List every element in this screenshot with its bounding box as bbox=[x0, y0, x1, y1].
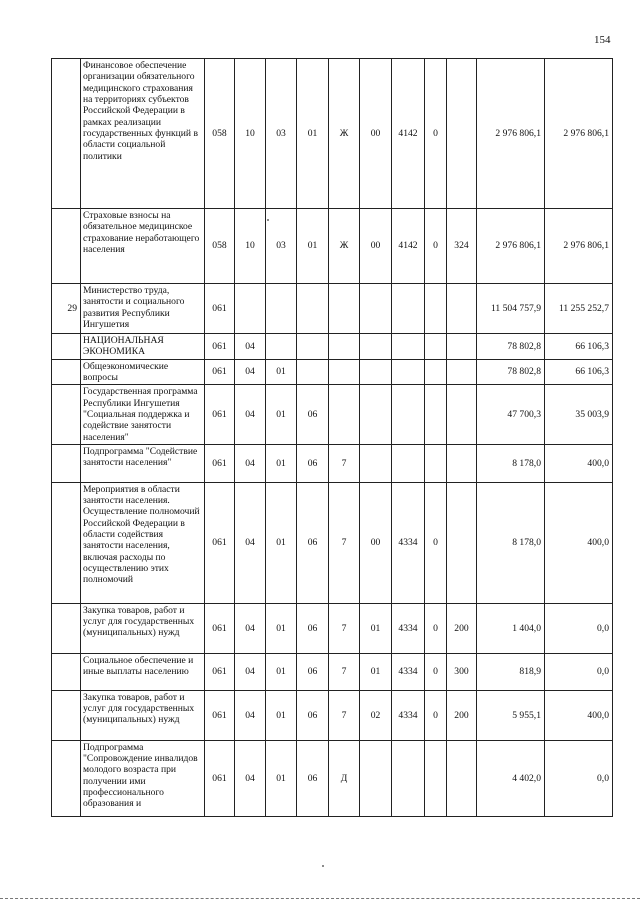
code-admin-cell: 058 bbox=[205, 209, 235, 284]
code-admin-cell: 061 bbox=[205, 334, 235, 360]
code-subprogram-cell: 7 bbox=[329, 444, 360, 482]
code-admin-cell: 058 bbox=[205, 59, 235, 209]
name-cell: Общеэкономические вопросы bbox=[81, 359, 205, 385]
code-extra-cell: 0 bbox=[425, 690, 447, 740]
amount-second-cell: 66 106,3 bbox=[545, 334, 613, 360]
code-program-cell: 01 bbox=[297, 209, 329, 284]
code-subprogram-cell bbox=[329, 385, 360, 445]
amount-second-cell: 400,0 bbox=[545, 690, 613, 740]
code-event-cell: 01 bbox=[360, 653, 392, 690]
amount-second-cell: 2 976 806,1 bbox=[545, 209, 613, 284]
amount-second-cell: 11 255 252,7 bbox=[545, 284, 613, 334]
table-row bbox=[52, 444, 613, 482]
amount-second-cell: 66 106,3 bbox=[545, 359, 613, 385]
code-extra-cell: 0 bbox=[425, 653, 447, 690]
code-program-cell bbox=[297, 359, 329, 385]
name-cell: Государственная программа Республики Ингушетия "Социальная поддержка и содействие занятости населения" bbox=[81, 385, 205, 445]
code-section-cell: 04 bbox=[235, 690, 266, 740]
code-expense-type-cell bbox=[447, 444, 477, 482]
code-event-cell bbox=[360, 385, 392, 445]
code-subprogram-cell: Ж bbox=[329, 209, 360, 284]
name-cell: НАЦИОНАЛЬНАЯ ЭКОНОМИКА bbox=[81, 334, 205, 360]
code-program-cell: 06 bbox=[297, 603, 329, 653]
code-event-cell: 00 bbox=[360, 59, 392, 209]
amount-second-cell: 0,0 bbox=[545, 653, 613, 690]
name-cell: Социальное обеспечение и иные выплаты населению bbox=[81, 653, 205, 690]
code-admin-cell: 061 bbox=[205, 482, 235, 603]
code-program-cell: 06 bbox=[297, 690, 329, 740]
code-event-cell bbox=[360, 359, 392, 385]
num-cell bbox=[52, 334, 81, 360]
code-subprogram-cell bbox=[329, 359, 360, 385]
code-section-cell: 04 bbox=[235, 444, 266, 482]
scan-speck bbox=[267, 219, 269, 221]
code-direction-cell bbox=[392, 385, 425, 445]
code-expense-type-cell: 200 bbox=[447, 690, 477, 740]
code-section-cell: 04 bbox=[235, 334, 266, 360]
code-direction-cell: 4334 bbox=[392, 653, 425, 690]
code-subprogram-cell bbox=[329, 334, 360, 360]
amount-first-cell: 5 955,1 bbox=[477, 690, 545, 740]
code-event-cell: 01 bbox=[360, 603, 392, 653]
amount-first-cell: 11 504 757,9 bbox=[477, 284, 545, 334]
code-program-cell bbox=[297, 334, 329, 360]
code-subsection-cell: 03 bbox=[266, 59, 297, 209]
code-extra-cell: 0 bbox=[425, 209, 447, 284]
num-cell bbox=[52, 385, 81, 445]
num-cell bbox=[52, 690, 81, 740]
code-subprogram-cell: 7 bbox=[329, 603, 360, 653]
code-event-cell bbox=[360, 444, 392, 482]
code-subsection-cell: 01 bbox=[266, 690, 297, 740]
code-extra-cell bbox=[425, 740, 447, 816]
amount-second-cell: 0,0 bbox=[545, 740, 613, 816]
code-section-cell: 04 bbox=[235, 603, 266, 653]
code-direction-cell bbox=[392, 284, 425, 334]
code-subprogram-cell: Ж bbox=[329, 59, 360, 209]
code-program-cell: 06 bbox=[297, 740, 329, 816]
code-subprogram-cell: 7 bbox=[329, 653, 360, 690]
amount-second-cell: 2 976 806,1 bbox=[545, 59, 613, 209]
code-subsection-cell bbox=[266, 284, 297, 334]
code-extra-cell bbox=[425, 444, 447, 482]
amount-first-cell: 78 802,8 bbox=[477, 334, 545, 360]
code-subprogram-cell: Д bbox=[329, 740, 360, 816]
code-event-cell bbox=[360, 740, 392, 816]
code-subsection-cell: 03 bbox=[266, 209, 297, 284]
code-direction-cell bbox=[392, 740, 425, 816]
code-section-cell: 04 bbox=[235, 740, 266, 816]
amount-first-cell: 8 178,0 bbox=[477, 444, 545, 482]
num-cell bbox=[52, 653, 81, 690]
code-subsection-cell: 01 bbox=[266, 444, 297, 482]
code-expense-type-cell: 324 bbox=[447, 209, 477, 284]
num-cell bbox=[52, 359, 81, 385]
code-subprogram-cell: 7 bbox=[329, 482, 360, 603]
code-admin-cell: 061 bbox=[205, 603, 235, 653]
table-row bbox=[52, 59, 613, 209]
amount-first-cell: 78 802,8 bbox=[477, 359, 545, 385]
code-program-cell: 06 bbox=[297, 444, 329, 482]
code-direction-cell: 4334 bbox=[392, 482, 425, 603]
amount-first-cell: 4 402,0 bbox=[477, 740, 545, 816]
amount-first-cell: 818,9 bbox=[477, 653, 545, 690]
name-cell: Закупка товаров, работ и услуг для государственных (муниципальных) нужд bbox=[81, 690, 205, 740]
code-event-cell: 02 bbox=[360, 690, 392, 740]
code-program-cell bbox=[297, 284, 329, 334]
code-expense-type-cell bbox=[447, 359, 477, 385]
table-row bbox=[52, 690, 613, 740]
code-expense-type-cell bbox=[447, 482, 477, 603]
code-program-cell: 06 bbox=[297, 482, 329, 603]
name-cell: Закупка товаров, работ и услуг для государственных (муниципальных) нужд bbox=[81, 603, 205, 653]
name-cell: Мероприятия в области занятости населения. Осуществление полномочий Российской Федерации в области содействия занятости населения, включая расходы по осуществлению этих полномочий bbox=[81, 482, 205, 603]
table-row bbox=[52, 653, 613, 690]
code-extra-cell bbox=[425, 334, 447, 360]
name-cell: Финансовое обеспечение организации обязательного медицинского страхования на территориях субъектов Российской Федерации в рамках реализации государственных функций в области социальной политики bbox=[81, 59, 205, 209]
code-event-cell bbox=[360, 284, 392, 334]
name-cell: Министерство труда, занятости и социального развития Республики Ингушетия bbox=[81, 284, 205, 334]
code-event-cell bbox=[360, 334, 392, 360]
code-subsection-cell: 01 bbox=[266, 385, 297, 445]
budget-table bbox=[51, 58, 613, 817]
code-program-cell: 01 bbox=[297, 59, 329, 209]
name-cell: Подпрограмма "Сопровождение инвалидов молодого возраста при получении ими профессионального образования и bbox=[81, 740, 205, 816]
table-row bbox=[52, 284, 613, 334]
code-admin-cell: 061 bbox=[205, 385, 235, 445]
amount-second-cell: 400,0 bbox=[545, 444, 613, 482]
code-section-cell bbox=[235, 284, 266, 334]
code-expense-type-cell: 200 bbox=[447, 603, 477, 653]
scan-speck bbox=[322, 865, 324, 867]
code-direction-cell: 4142 bbox=[392, 209, 425, 284]
code-subsection-cell: 01 bbox=[266, 603, 297, 653]
code-subsection-cell: 01 bbox=[266, 482, 297, 603]
code-extra-cell: 0 bbox=[425, 482, 447, 603]
code-subsection-cell: 01 bbox=[266, 740, 297, 816]
num-cell bbox=[52, 59, 81, 209]
code-section-cell: 04 bbox=[235, 653, 266, 690]
num-cell: 29 bbox=[52, 284, 81, 334]
code-section-cell: 04 bbox=[235, 385, 266, 445]
table-row bbox=[52, 334, 613, 360]
table-row bbox=[52, 603, 613, 653]
table-row bbox=[52, 482, 613, 603]
num-cell bbox=[52, 209, 81, 284]
amount-second-cell: 35 003,9 bbox=[545, 385, 613, 445]
page-number: 154 bbox=[594, 34, 611, 46]
amount-first-cell: 2 976 806,1 bbox=[477, 209, 545, 284]
code-admin-cell: 061 bbox=[205, 359, 235, 385]
code-extra-cell bbox=[425, 385, 447, 445]
code-direction-cell bbox=[392, 444, 425, 482]
name-cell: Страховые взносы на обязательное медицинское страхование неработающего населения bbox=[81, 209, 205, 284]
code-expense-type-cell bbox=[447, 385, 477, 445]
num-cell bbox=[52, 740, 81, 816]
code-admin-cell: 061 bbox=[205, 653, 235, 690]
amount-second-cell: 400,0 bbox=[545, 482, 613, 603]
table-row bbox=[52, 359, 613, 385]
code-event-cell: 00 bbox=[360, 209, 392, 284]
num-cell bbox=[52, 603, 81, 653]
code-section-cell: 04 bbox=[235, 482, 266, 603]
num-cell bbox=[52, 482, 81, 603]
code-admin-cell: 061 bbox=[205, 740, 235, 816]
code-section-cell: 04 bbox=[235, 359, 266, 385]
code-event-cell: 00 bbox=[360, 482, 392, 603]
page-bottom-edge bbox=[0, 898, 640, 899]
code-direction-cell: 4334 bbox=[392, 690, 425, 740]
code-extra-cell bbox=[425, 284, 447, 334]
code-section-cell: 10 bbox=[235, 209, 266, 284]
code-extra-cell: 0 bbox=[425, 59, 447, 209]
code-subprogram-cell bbox=[329, 284, 360, 334]
code-subsection-cell: 01 bbox=[266, 653, 297, 690]
code-direction-cell bbox=[392, 334, 425, 360]
amount-first-cell: 47 700,3 bbox=[477, 385, 545, 445]
num-cell bbox=[52, 444, 81, 482]
code-expense-type-cell bbox=[447, 334, 477, 360]
code-program-cell: 06 bbox=[297, 385, 329, 445]
code-expense-type-cell bbox=[447, 740, 477, 816]
code-expense-type-cell bbox=[447, 284, 477, 334]
code-extra-cell: 0 bbox=[425, 603, 447, 653]
code-direction-cell bbox=[392, 359, 425, 385]
code-admin-cell: 061 bbox=[205, 444, 235, 482]
code-direction-cell: 4142 bbox=[392, 59, 425, 209]
amount-first-cell: 2 976 806,1 bbox=[477, 59, 545, 209]
table-row bbox=[52, 209, 613, 284]
amount-first-cell: 1 404,0 bbox=[477, 603, 545, 653]
code-subsection-cell: 01 bbox=[266, 359, 297, 385]
code-section-cell: 10 bbox=[235, 59, 266, 209]
code-direction-cell: 4334 bbox=[392, 603, 425, 653]
amount-first-cell: 8 178,0 bbox=[477, 482, 545, 603]
code-admin-cell: 061 bbox=[205, 284, 235, 334]
code-expense-type-cell: 300 bbox=[447, 653, 477, 690]
code-admin-cell: 061 bbox=[205, 690, 235, 740]
code-subsection-cell bbox=[266, 334, 297, 360]
code-expense-type-cell bbox=[447, 59, 477, 209]
table-row bbox=[52, 740, 613, 816]
code-subprogram-cell: 7 bbox=[329, 690, 360, 740]
code-program-cell: 06 bbox=[297, 653, 329, 690]
code-extra-cell bbox=[425, 359, 447, 385]
name-cell: Подпрограмма "Содействие занятости населения" bbox=[81, 444, 205, 482]
amount-second-cell: 0,0 bbox=[545, 603, 613, 653]
table-row bbox=[52, 385, 613, 445]
